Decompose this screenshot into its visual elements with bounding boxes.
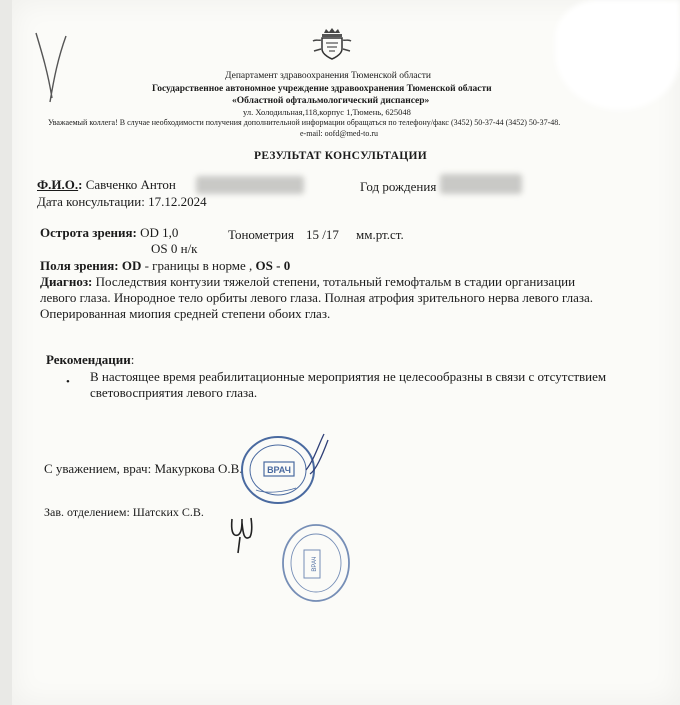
diagnosis-line-3: Оперированная миопия средней степени обоих глаз. [40, 306, 331, 321]
fio-row [37, 177, 176, 193]
address: ул. Холодильная,118,корпус 1,Тюмень, 625048 [243, 107, 411, 117]
stamp-1-text: ВРАЧ [267, 465, 291, 475]
consult-date-label: Дата консультации: [37, 194, 145, 209]
diagnosis-text-1: Последствия контузии тяжелой степени, тотальный гемофтальм в стадии организации [95, 274, 576, 289]
doctor-label: С уважением, врач: [44, 461, 152, 476]
email: e-mail: oofd@med-to.ru [300, 129, 379, 138]
fio-label: Ф.И.О. [37, 177, 79, 192]
tonometry-unit: мм.рт.ст. [356, 227, 404, 242]
head-signature-row [44, 505, 204, 520]
doctor-stamp [236, 430, 332, 508]
head-name: Шатских С.В. [132, 505, 204, 519]
emblem-icon [310, 27, 354, 61]
department-stamp [278, 520, 354, 606]
whiteout-blot [555, 0, 680, 110]
tonometry-value: 15 /17 [306, 227, 339, 242]
handwritten-signature [226, 515, 256, 557]
tonometry-label: Тонометрия [228, 227, 294, 242]
handwritten-mark [28, 28, 73, 108]
acuity-row [40, 225, 178, 241]
acuity-label: Острота зрения: [40, 225, 137, 240]
acuity-od: OD 1,0 [140, 225, 179, 240]
stamp-2-text: ВРАЧ [312, 556, 318, 572]
institution-name: Государственное автономное учреждение здравоохранения Тюменской области [152, 84, 492, 94]
visual-fields-row [40, 258, 290, 274]
recommendations-colon: : [130, 352, 135, 367]
department-name: Департамент здравоохранения Тюменской области [225, 71, 431, 81]
recommendations-heading [46, 352, 134, 368]
diagnosis-line-1 [40, 274, 575, 290]
doctor-signature-row [44, 461, 243, 477]
acuity-os: OS 0 н/к [151, 241, 198, 256]
fields-label: Поля зрения: [40, 258, 119, 273]
consult-date-row [37, 194, 207, 210]
contact-notice: Уважаемый коллега! В случае необходимости получения дополнительной информации обращаться по телефону/факс (3452) 50-37-44 (3452) 50-37-48. [48, 118, 561, 127]
fio-colon: : [78, 177, 83, 192]
birth-label: Год рождения [360, 179, 437, 194]
recommendation-line-1: В настоящее время реабилитационные мероприятия не целесообразны в связи с отсутствием [90, 369, 607, 384]
diagnosis-line-2: левого глаза. Инородное тело орбиты левого глаза. Полная атрофия зрительного нерва левого глаза. [40, 290, 594, 305]
doctor-name: Макуркова О.В. [154, 461, 243, 476]
diagnosis-label: Диагноз: [40, 274, 93, 289]
head-label: Зав. отделением: [44, 505, 130, 519]
redacted-surname [196, 176, 304, 194]
fields-od-text: - границы в норме , [144, 258, 253, 273]
fields-os: OS - 0 [255, 258, 291, 273]
fields-od: OD [121, 258, 142, 273]
consult-date-value: 17.12.2024 [148, 194, 207, 209]
recommendation-line-2: световосприятия левого глаза. [90, 385, 258, 400]
bullet-icon: • [66, 376, 70, 388]
institution-subtitle: «Областной офтальмологический диспансер» [232, 96, 430, 106]
fio-value: Савченко Антон [85, 177, 176, 192]
redacted-birth-year [440, 174, 522, 194]
page-title: РЕЗУЛЬТАТ КОНСУЛЬТАЦИИ [254, 150, 427, 162]
recommendations-label: Рекомендации [46, 352, 131, 367]
